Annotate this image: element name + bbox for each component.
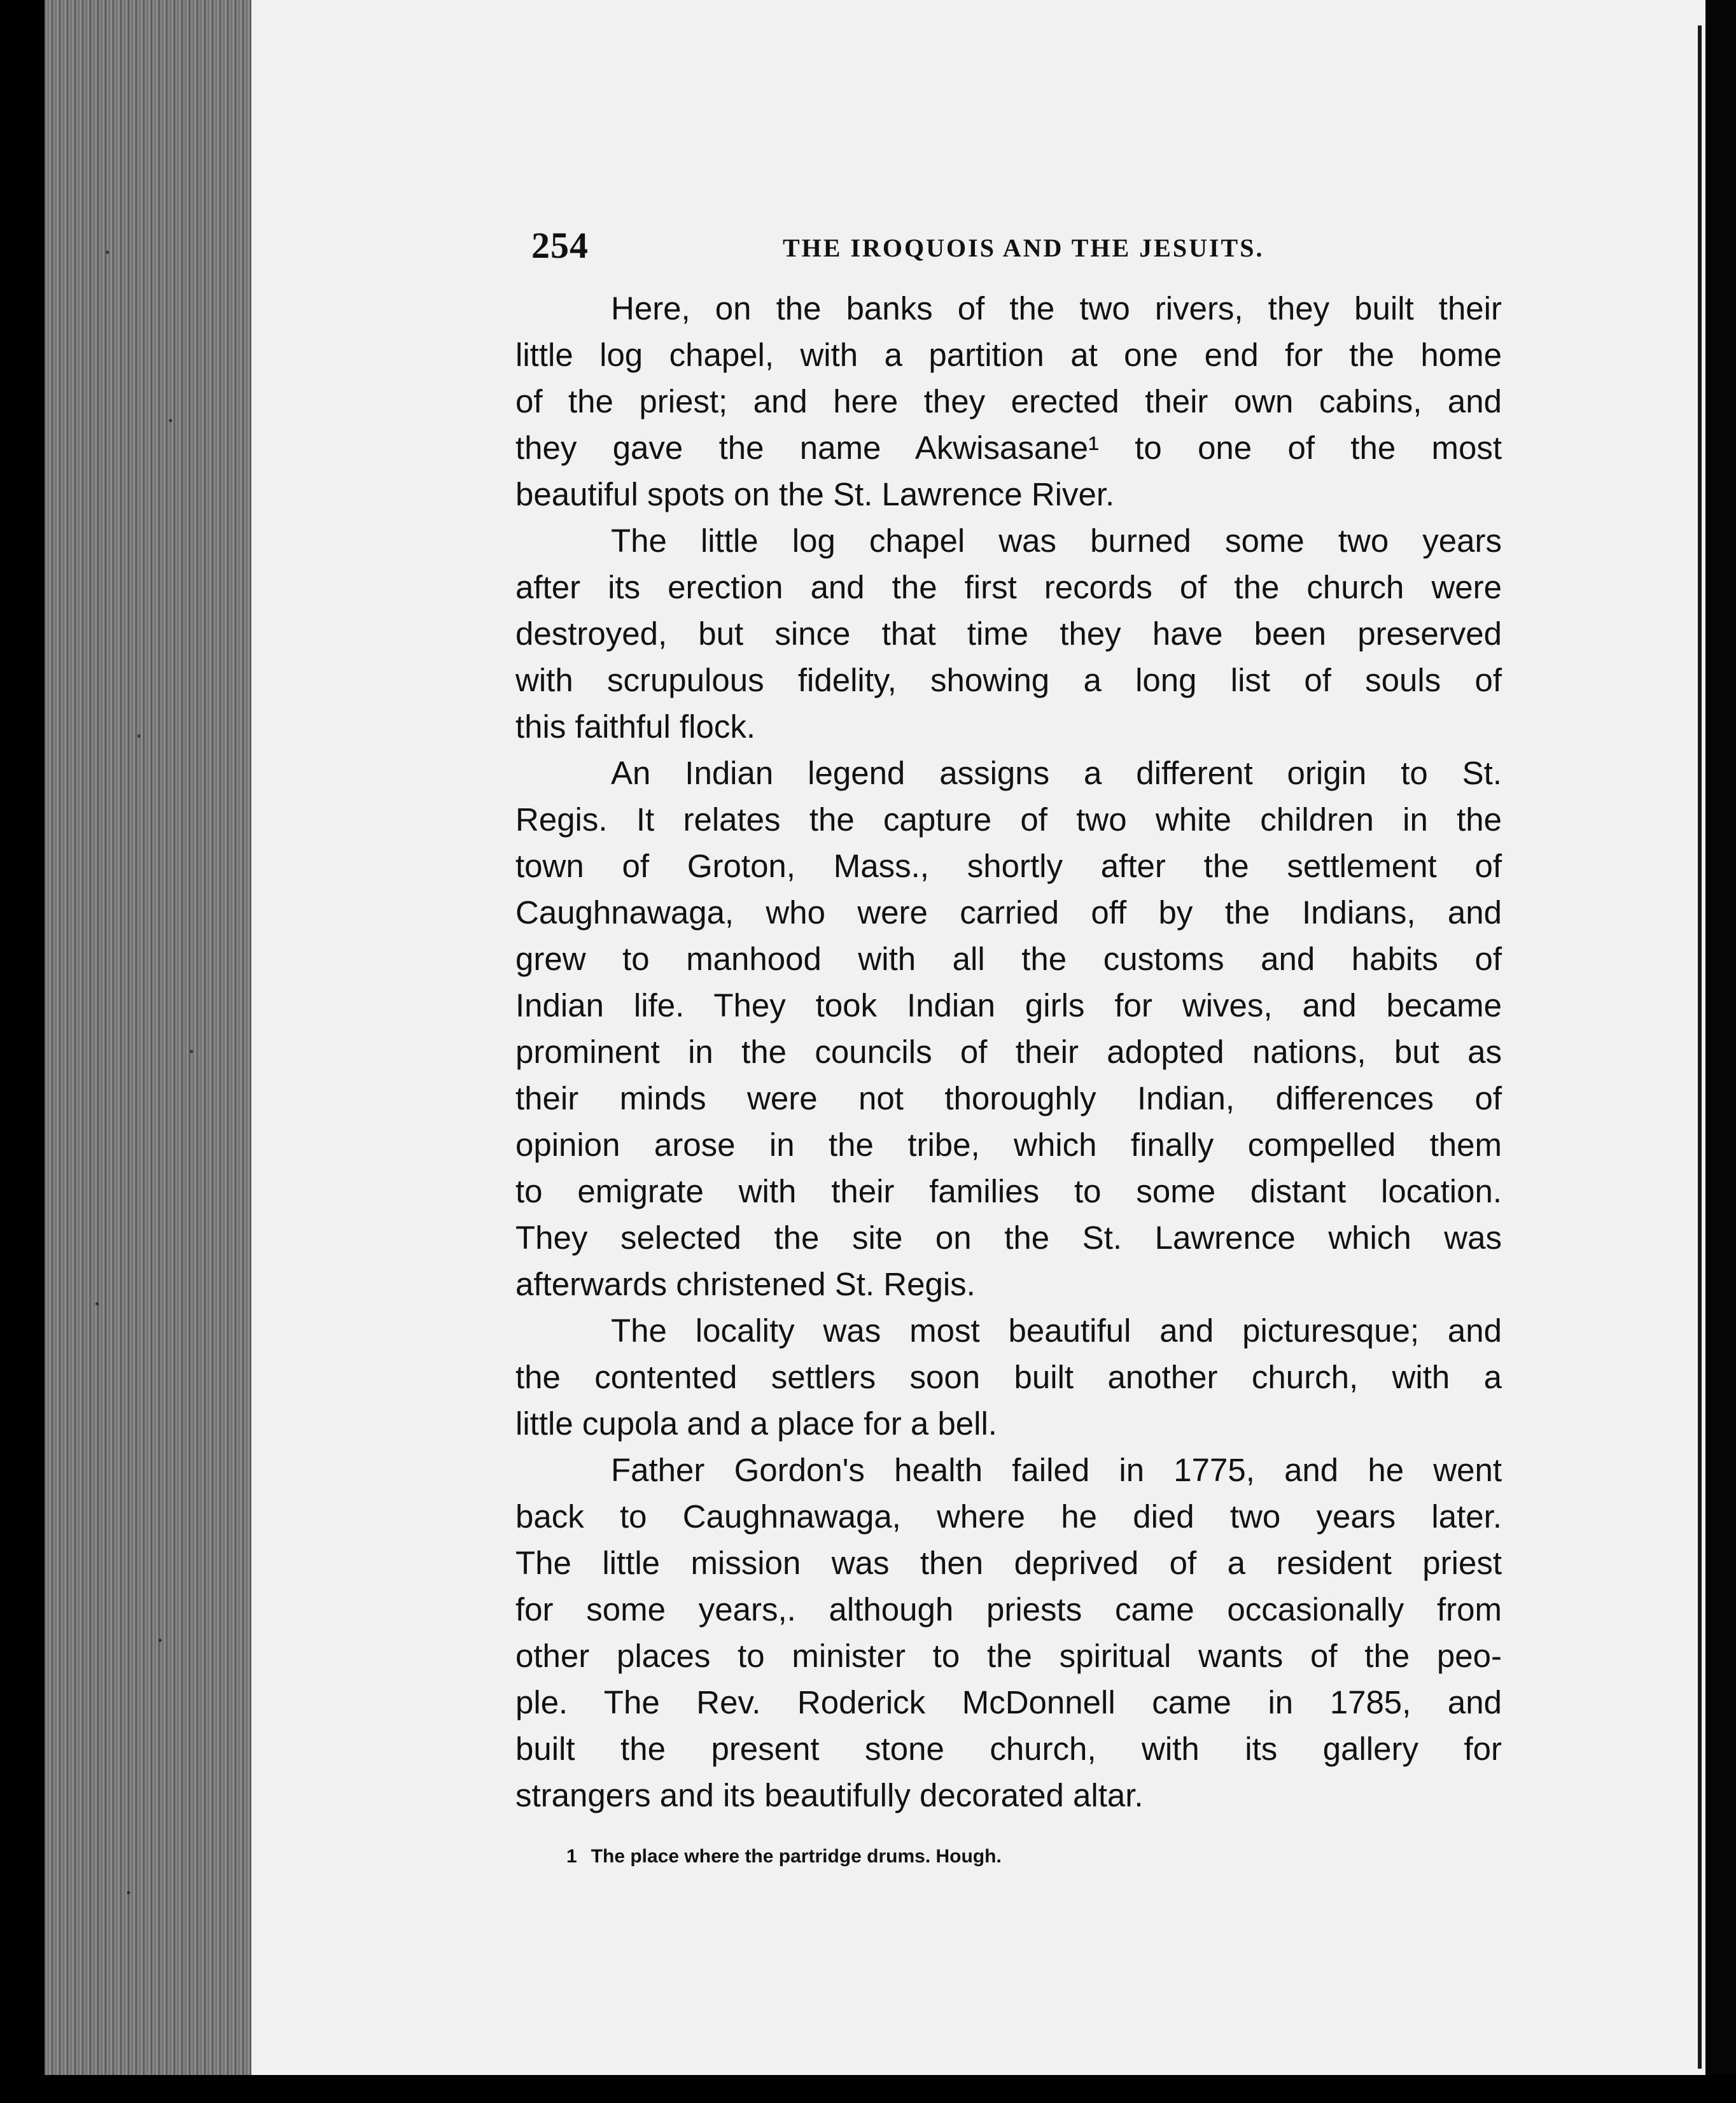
paragraph (515, 750, 1502, 1307)
paragraph (515, 1307, 1502, 1447)
paragraph (515, 517, 1502, 750)
text-line: Here, on the banks of the two rivers, they built their (611, 290, 1502, 327)
text-line: Father Gordon's health failed in 1775, and he went (611, 1452, 1502, 1488)
text-line: back to Caughnawaga, where he died two years later. (515, 1498, 1502, 1535)
footnote-text: The place where the partridge drums. Hough. (591, 1846, 1002, 1867)
page-number: 254 (531, 225, 589, 266)
text-line: of the priest; and here they erected their own cabins, and (515, 383, 1502, 419)
text-line: An Indian legend assigns a different origin to St. (611, 755, 1502, 791)
text-line: they gave the name Akwisasane¹ to one of the most (515, 430, 1502, 466)
text-line: Caughnawaga, who were carried off by the Indians, and (515, 894, 1502, 931)
text-line: strangers and its beautifully decorated altar. (515, 1777, 1144, 1813)
text-line: their minds were not thoroughly Indian, differences of (515, 1080, 1502, 1116)
text-line: little log chapel, with a partition at one end for the home (515, 337, 1502, 373)
footnote-marker: 1 (566, 1846, 577, 1867)
text-line: with scrupulous fidelity, showing a long list of souls of (515, 662, 1502, 698)
right-page-edge (1698, 25, 1702, 2069)
text-line: prominent in the councils of their adopted nations, but as (515, 1034, 1502, 1070)
text-line: The little log chapel was burned some two years (611, 523, 1502, 559)
text-line: after its erection and the first records of the church were (515, 569, 1502, 605)
text-line: Regis. It relates the capture of two white children in the (515, 801, 1502, 838)
text-line: built the present stone church, with its gallery for (515, 1731, 1502, 1767)
right-border (1705, 0, 1736, 2103)
text-line: for some years,. although priests came occasionally from (515, 1591, 1502, 1628)
page-edges (45, 0, 255, 2103)
bottom-border (0, 2075, 1736, 2103)
text-line: ple. The Rev. Roderick McDonnell came in 1785, and (515, 1684, 1502, 1720)
text-line: afterwards christened St. Regis. (515, 1266, 976, 1302)
text-line: little cupola and a place for a bell. (515, 1405, 997, 1442)
paragraph (515, 285, 1502, 517)
text-line: Indian life. They took Indian girls for wives, and became (515, 987, 1502, 1023)
footnote (566, 1846, 1002, 1867)
text-line: other places to minister to the spiritual wants of the peo- (515, 1638, 1502, 1674)
text-line: opinion arose in the tribe, which finally compelled them (515, 1127, 1502, 1163)
text-line: beautiful spots on the St. Lawrence River. (515, 476, 1115, 512)
text-line: They selected the site on the St. Lawrence which was (515, 1220, 1502, 1256)
body-text (515, 285, 1502, 1818)
text-line: the contented settlers soon built another church, with a (515, 1359, 1502, 1395)
page-header (531, 224, 1270, 275)
text-line: this faithful flock. (515, 708, 755, 745)
text-line: The locality was most beautiful and picturesque; and (611, 1312, 1502, 1349)
text-line: to emigrate with their families to some distant location. (515, 1173, 1502, 1209)
paragraph (515, 1447, 1502, 1818)
text-line: The little mission was then deprived of a resident priest (515, 1545, 1502, 1581)
text-line: grew to manhood with all the customs and habits of (515, 941, 1502, 977)
running-title: THE IROQUOIS AND THE JESUITS. (783, 234, 1264, 262)
text-line: destroyed, but since that time they have been preserved (515, 615, 1502, 652)
text-line: town of Groton, Mass., shortly after the settlement of (515, 848, 1502, 884)
